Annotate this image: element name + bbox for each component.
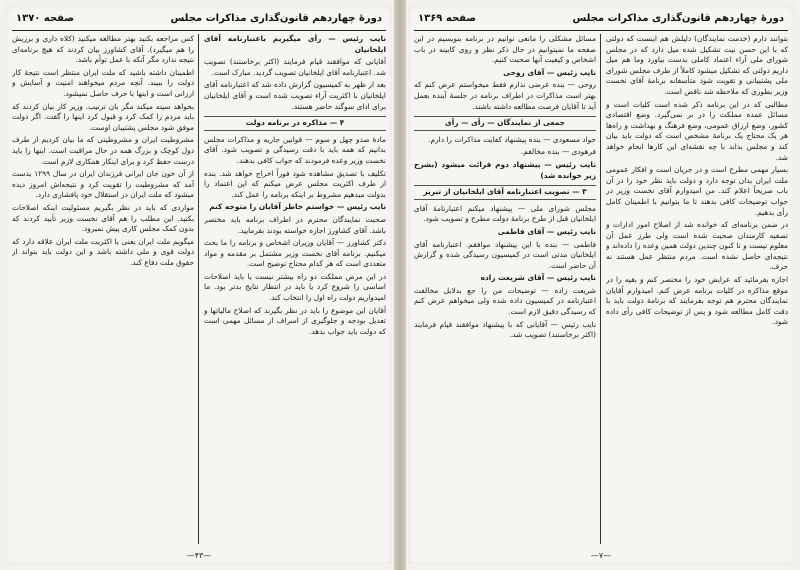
paragraph: دکتر کشاورز — آقایان وزیران اشخاص و برنامه را ما بحث میکنیم. برنامه آقای نخست وزیر مشتمل بر مقدمه و مواد متعددی است که هر کدام محتاج توضیح است. [204,238,386,269]
left-columns [12,34,386,546]
left-page-column-2 [12,34,194,546]
right-header-title: دورهٔ چهاردهم قانون‌گذاری مذاکرات مجلس [572,13,784,24]
paragraph: کس مراجعه بکنید بهتر مطالعه میکنید (کلاه داری و برزیش را هم میگیرد). آقای کشاورز بیان کردند که هیچ برنامه‌ای نتیجه ندارد مگر آنکه با عمل توأم باشد. [12,34,194,65]
left-page [6,6,392,564]
right-header-page-number: صفحه ۱۳۶۹ [418,13,477,24]
speaker-line: نایب رئیس — رأی میگیریم باعتبارنامه آقای ایلخانیان [204,34,386,54]
left-header-page-number: صفحه ۱۳۷۰ [16,13,75,24]
right-page-header [414,10,788,31]
paragraph: جواد مسعودی — بنده پیشنهاد کفایت مذاکرات را دارم. [428,134,596,144]
speaker-line: نایب رئیس — آقای فاطمی [497,226,596,236]
paragraph: در این مرض مملکت دو راه بیشتر نیست یا باید اصلاحات اساسی را شروع کرد یا باید در انتظار نتایج بدتر بود. ما امیدواریم دولت راه اول را انتخاب کند. [204,271,386,303]
book-gutter [394,0,406,570]
left-page-header [12,10,386,31]
paragraph: مواردی که باید در نظر بگیریم مسئولیت اینکه اصلاحات بکنید. این مطلب را هم آقای نخست وزیر تأیید کردند که بدون کمک مجلس کاری پیش نمیرود. [12,202,194,234]
paragraph: از آن خون جان ایرانی فرزندان ایران در سال ۱۲۹۹ بدست آمد که مشروطیت را تقویت کرد و نتیجه‌اش امروز دیده میشود که ملت ایران در استقلال خود پافشاری دارد. [12,169,194,200]
paragraph: روحی — بنده عرضی ندارم فقط میخواستم عرض کنم که بهتر است مذاکرات در اطراف برنامه در جلسهٔ آینده بعمل آید تا آقایان فرصت مطالعه داشته باشند. [414,80,596,111]
paragraph: میگویم ملت ایران یعنی با اکثریت ملت ایران علاقه دارد که دولت قوی و ملی داشته باشد و این دولت باید بتواند از حقوق ملت دفاع کند. [12,236,194,267]
speaker-line: نایب رئیس — آقای روحی [503,67,596,77]
left-page-column-1 [204,34,386,546]
paragraph: آقایان این موضوع را باید در نظر بگیرند که اصلاح مالیاتها و تعدیل بودجه و جلوگیری از اسراف از مسائل مهمی است که دولت باید جواب بدهد. [204,305,386,336]
speaker-line: نایب رئیس — آقای شریعت زاده [480,273,596,283]
right-page-column-2 [414,34,596,546]
left-header-title: دورهٔ چهاردهم قانون‌گذاری مذاکرات مجلس [170,13,382,24]
paragraph: مادهٔ صدو چهل و سوم — قوانین جاریه و مذاکرات مجلس بدانیم که همه باید با دقت رسیدگی و تصویب شود. آقای نخست وزیر وعده فرمودند که جواب کافی بدهند. [204,134,386,165]
right-page [408,6,794,564]
left-page-footer-number: —۴۳— [186,551,212,560]
paragraph: آقایانی که موافقند قیام فرمایند (اکثر برخاستند) تصویب شد. اعتبارنامه آقای ایلخانیان تصویب گردید. مبارک است. [204,57,386,77]
paragraph: بسیار مهمی مطرح است و در جریان است و افکار عمومی ملت ایران بدان توجه دارد و دولت باید نظر خود را در آن باب صریحاً اعلام کند. من امیدوارم آقای نخست وزیر در جواب توضیحات کافی بدهند تا ما بتوانیم با اطمینان کامل رأی بدهیم. [606,165,788,217]
paragraph: بخواهد سینه میکند مگر بان ترتیب. وزیر کار بیان کردند که باید مردم را کمک کرد و قبول کرد اینها را گفت. اگر دولت موفق شود مجلس پشتیبان اوست. [12,101,194,132]
right-columns [414,34,788,546]
paragraph: بتوانند دارم (خدمت نمایندگان) دلیلش هم اینست که دولتی که با این حسن نیت تشکیل شده میل دارد که در مجلس شورای ملی آراء اعتماد کاملی بدست بیاورد وما هم میل داریم دولتی که تشکیل میشود کاملاً از طرف مجلس شورای ملی پشتیبانی و تقویت شود متأسفانه برنامهٔ آقای نخست وزیر بطوری که ملاحظه شد ناقص است. [606,34,788,96]
right-page-column-1 [606,34,788,546]
speaker-line: نایب رئیس — پیشنهاد دوم قرائت میشود (بشرح زیر خوانده شد) [414,159,596,180]
paragraph: فاطمی — بنده با این پیشنهاد موافقم. اعتبارنامه آقای ایلخانیان مدتی است در کمیسیون رسیدگی شده و گزارش آن حاضر است. [414,239,596,270]
speaker-line: نایب رئیس — خواستم خاطر آقایان را متوجه کنم [209,202,386,212]
paragraph: تکلیف با تصدیق مشاهده شود فوراً اخراج خواهد شد. بنده از طرف اکثریت مجلس عرض میکنم که این اعتماد را بدولت میدهیم مشروط بر اینکه برنامه را عمل کند. [204,168,386,199]
paragraph: اطمینان داشته باشید که ملت ایران منتظر است نتیجهٔ کار دولت را ببیند. آنچه مردم میخواهند امنیت و آسایش و ارزانی است و اینها با حرف حاصل نمیشود. [12,67,194,98]
right-page-footer-number: —۷— [590,551,612,560]
paragraph: شریعت زاده — توضیحات من را جع بدلایل مخالفت اعتبارنامه در کمیسیون داده شده ولی میخواهم عرض کنم که رسیدگی دقیق لازم است. [414,285,596,317]
paragraph: مطالبی که در این برنامه ذکر شده است کلیات است و مسائل عمده مملکت را در بر نمی‌گیرد. وضع اقتصادی کشور، وضع ارزاق عمومی، وضع فرهنگ و بهداشت و راه‌ها هر یک محتاج یک برنامهٔ مشخص است که دولت باید بیان کند و مجلس بداند با چه نقشه‌ای این کارها انجام خواهد شد. [606,99,788,162]
section-heading: ۴ — مذاکره در برنامه دولت [204,116,386,131]
paragraph: بعد از ظهر به کمیسیون گزارش داده شد که اعتبارنامه آقای ایلخانیان با اکثریت آراء تصویب شده است و آقای ایلخانیان برای ادای سوگند حاضر هستند. [204,80,386,111]
section-heading: ۳ — تصویب اعتبارنامه آقای ایلخانیان از تبریز [414,185,596,200]
paragraph: مسائل مشکلی را مانعی نوانیم در برنامه بنویسیم در این صفحه ما نمیتوانیم در حال ذکر نظر و روی کابینه در باب اشخاص و کیفیت آنها صحبت کنیم. [414,34,596,65]
paragraph: فرهودی — بنده مخالفم. [520,147,596,157]
paragraph: در ضمن برنامه‌ای که خوانده شد از اصلاح امور ادارات و تصفیه کارمندان صحبت شده است ولی طرز عمل آن معلوم نیست و تا کنون چندین دولت همین وعده را داده‌اند و نتیجه‌ای حاصل نشده است. مردم منتظر عمل هستند نه حرف. [606,220,788,272]
section-heading: جمعی از نمایندگان — رأی — رأی [414,116,596,131]
paragraph: مجلس شورای ملی — پیشنهاد میکنم اعتبارنامهٔ آقای ایلخانیان قبل از طرح برنامهٔ دولت مطرح و تصویب شود. [414,203,596,224]
paragraph: مشروطیت ایران و مشروطیتی که ما بیان کردیم از طرف دول کوچک و بزرگ همه در حال مراقبت است. اینها را باید درست حفظ کرد و برای اینکار همکاری لازم است. [12,135,194,166]
paragraph: اجازه بفرمائید که عرایض خود را مختصر کنم و بقیه را در موقع مذاکره در کلیات برنامه عرض کنم. امیدوارم آقایان نمایندگان محترم هم توجه بفرمایند که برنامهٔ دولت باید با دقت کامل مطالعه شود و پس از توضیحات کافی رأی داده شود. [606,275,788,327]
paragraph: صحبت نمایندگان محترم در اطراف برنامه باید مختصر باشد. آقای کشاورز اجازه خواسته بودند بفرمایید. [204,214,386,235]
paragraph: نایب رئیس — آقایانی که با پیشنهاد موافقند قیام فرمایند (اکثر برخاستند) تصویب شد. [414,319,596,340]
